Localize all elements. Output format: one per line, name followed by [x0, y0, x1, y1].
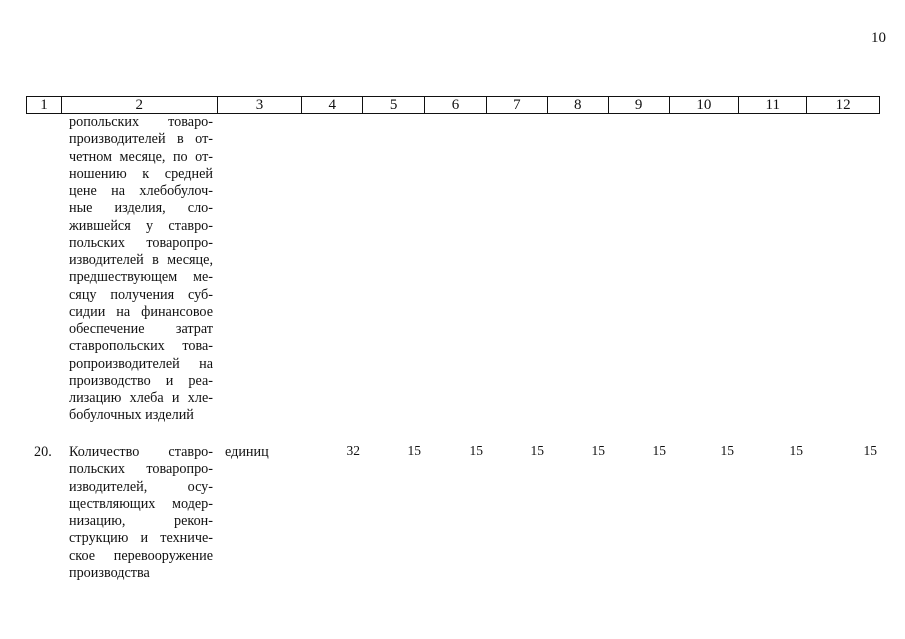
description-line: ществляющих модер-: [69, 495, 213, 512]
description-line: ные изделия, сло-: [69, 200, 213, 217]
description-line: лизацию хлеба и хле-: [69, 390, 213, 406]
description-line: производство и реа-: [69, 372, 213, 389]
description-line: производителей в от-: [69, 131, 213, 148]
description-line: сидии на финансовое: [69, 303, 213, 320]
column-header-6: 6: [425, 97, 487, 113]
description-line: жившейся у ставро-: [69, 217, 213, 234]
value-cell-col12: 15: [863, 443, 877, 458]
row-number: 20.: [34, 444, 52, 460]
description-line: Количество ставро-: [69, 444, 213, 460]
value-cell-col4: 32: [346, 443, 360, 458]
description-line: четном месяце, по от-: [69, 148, 213, 165]
column-header-1: 1: [27, 97, 62, 113]
page-number: 10: [871, 30, 886, 46]
description-line: производства: [69, 564, 150, 581]
description-line: низацию, рекон-: [69, 513, 213, 529]
description-line: ношению к средней: [69, 165, 213, 182]
unit-cell: единиц: [225, 444, 269, 460]
value-cell-col9: 15: [652, 443, 666, 458]
value-cell-col6: 15: [469, 443, 483, 458]
column-header-7: 7: [487, 97, 548, 113]
description-line: бобулочных изделий: [69, 407, 194, 424]
description-line: ропроизводителей на: [69, 355, 213, 372]
value-cell-col5: 15: [407, 443, 421, 458]
description-line: ропольских товаро-: [69, 114, 213, 130]
description-line: струкцию и техниче-: [69, 530, 213, 547]
column-header-9: 9: [609, 97, 670, 113]
column-header-3: 3: [218, 97, 303, 113]
description-line: польских товаропро-: [69, 461, 213, 478]
description-line: изводителей, осу-: [69, 478, 213, 495]
column-header-12: 12: [835, 97, 851, 113]
row-continuation-description: [69, 114, 213, 425]
column-header-2: 2: [62, 97, 218, 113]
description-line: цене на хлебобулоч-: [69, 183, 213, 199]
value-cell-col11: 15: [789, 443, 803, 458]
description-line: изводителей в месяце,: [69, 252, 213, 268]
value-cell-col7: 15: [530, 443, 544, 458]
column-header-8: 8: [548, 97, 609, 113]
description-line: ское перевооружение: [69, 547, 213, 564]
column-header-11: 11: [739, 97, 807, 113]
column-header-4: 4: [302, 97, 363, 113]
value-cell-col10: 15: [720, 443, 734, 458]
column-header-10: 10: [670, 97, 740, 113]
description-line: ставропольских това-: [69, 338, 213, 355]
description-line: сяцу получения суб-: [69, 286, 213, 303]
row-20-description: [69, 444, 213, 582]
table-header-row: [26, 96, 880, 114]
description-line: предшествующем ме-: [69, 269, 213, 286]
column-header-5: 5: [363, 97, 425, 113]
description-line: обеспечение затрат: [69, 321, 213, 337]
description-line: польских товаропро-: [69, 234, 213, 251]
value-cell-col8: 15: [591, 443, 605, 458]
